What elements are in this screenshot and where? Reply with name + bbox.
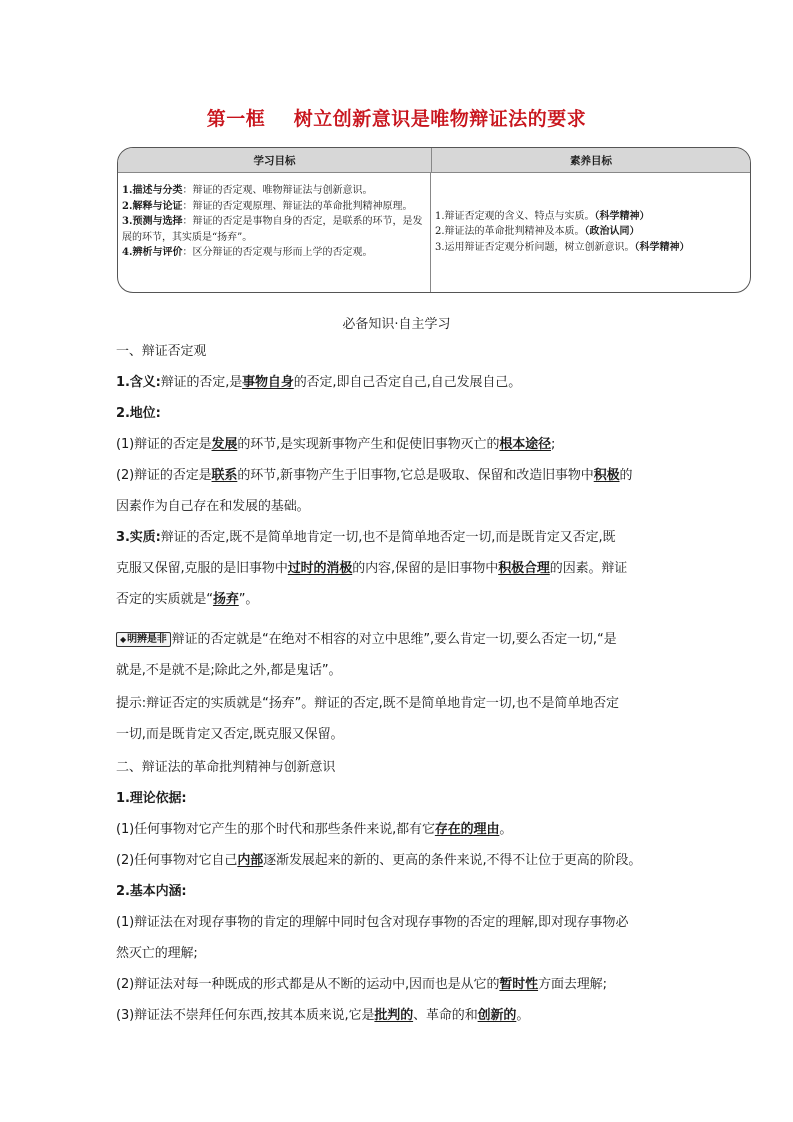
- literacy-goals-header: 素养目标: [570, 154, 612, 167]
- section-heading: 必备知识·自主学习: [342, 317, 451, 332]
- learning-goal-item: 4.辨析与评价：区分辩证的否定观与形而上学的否定观。: [122, 247, 373, 259]
- discern-tag: ◆明辨是非: [116, 632, 171, 647]
- basis-item-1: (1)任何事物对它产生的那个时代和那些条件来说,都有它存在的理由。: [116, 822, 513, 837]
- status-item-1: (1)辩证的否定是发展的环节,是实现新事物产生和促使旧事物灭亡的根本途径;: [116, 437, 556, 452]
- status-label: 2.地位:: [116, 406, 161, 421]
- part2-heading: 二、辩证法的革命批判精神与创新意识: [116, 760, 336, 775]
- definition-paragraph: 1.含义:辩证的否定,是事物自身的否定,即自己否定自己,自己发展自己。: [116, 375, 522, 390]
- content-item-1: (1)辩证法在对现存事物的肯定的理解中同时包含对现存事物的否定的理解,即对现存事物必 然灭亡的理解;: [116, 915, 629, 961]
- learning-goals-header: 学习目标: [118, 148, 432, 172]
- literacy-goal-item: 1.辩证否定观的含义、特点与实质。（科学精神）: [435, 211, 650, 222]
- goals-table: [117, 147, 751, 293]
- learning-goal-item: 3.预测与选择：辩证的否定是事物自身的否定，是联系的环节，是发展的环节，其实质是“扬弃”。: [122, 216, 423, 243]
- status-item-2: (2)辩证的否定是联系的环节,新事物产生于旧事物,它总是吸取、保留和改造旧事物中积极的 因素作为自己存在和发展的基础。: [116, 468, 633, 514]
- hint-paragraph: 提示:辩证否定的实质就是“扬弃”。辩证的否定,既不是简单地肯定一切,也不是简单地否定 一切,而是既肯定又否定,既克服又保留。: [116, 696, 619, 742]
- literacy-goals-cell: [431, 173, 749, 293]
- content-item-2: (2)辩证法对每一种既成的形式都是从不断的运动中,因而也是从它的暂时性方面去理解;: [116, 977, 607, 992]
- basis-item-2: (2)任何事物对它自己内部逐渐发展起来的新的、更高的条件来说,不得不让位于更高的阶段。: [116, 853, 642, 868]
- learning-goal-item: 2.解释与论证：辩证的否定观原理、辩证法的革命批判精神原理。: [122, 200, 413, 212]
- page-title: 第一框 树立创新意识是唯物辩证法的要求: [206, 108, 587, 130]
- diamond-icon: ◆: [120, 635, 127, 644]
- learning-goal-item: 1.描述与分类：辩证的否定观、唯物辩证法与创新意识。: [122, 185, 373, 196]
- content-label: 2.基本内涵:: [116, 884, 187, 899]
- basis-label: 1.理论依据:: [116, 791, 187, 806]
- essence-paragraph: 3.实质:辩证的否定,既不是简单地肯定一切,也不是简单地否定一切,而是既肯定又否定,既 克服又保留,克服的是旧事物中过时的消极的内容,保留的是旧事物中积极合理的因素。辩证 否定的实质就是“扬弃”。: [116, 530, 628, 607]
- literacy-goal-item: 3.运用辩证否定观分析问题，树立创新意识。（科学精神）: [435, 241, 690, 253]
- goals-table-body: [118, 173, 750, 293]
- part1-heading: 一、辩证否定观: [116, 344, 207, 359]
- learning-goals-cell: [118, 173, 431, 293]
- discern-paragraph: ◆明辨是非 辩证的否定就是“在绝对不相容的对立中思维”,要么肯定一切,要么否定一切,“是 就是,不是就不是;除此之外,都是鬼话”。: [116, 632, 617, 678]
- content-item-3: (3)辩证法不崇拜任何东西,按其本质来说,它是批判的、革命的和创新的。: [116, 1008, 530, 1023]
- literacy-goal-item: 2.辩证法的革命批判精神及本质。（政治认同）: [435, 226, 640, 238]
- goals-table-header: [118, 148, 750, 173]
